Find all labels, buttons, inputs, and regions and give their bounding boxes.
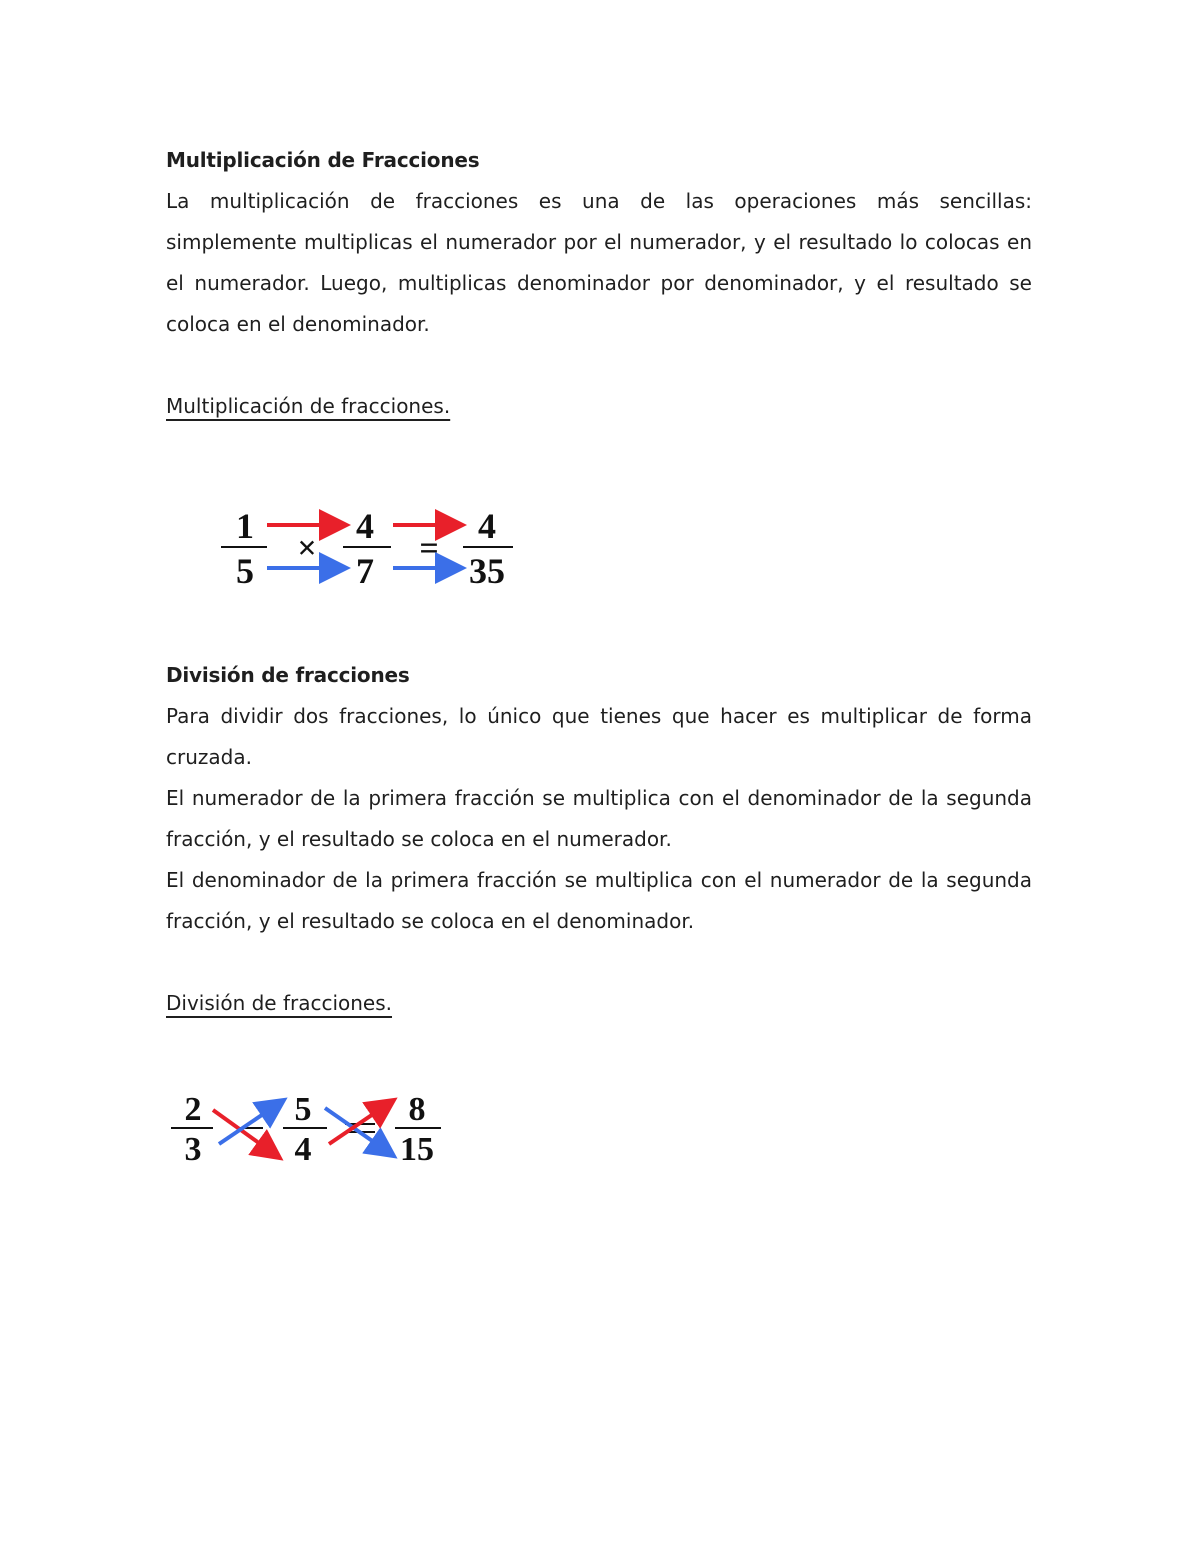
div-red-arrow-1 [213, 1110, 277, 1156]
div-frac2-numerator: 5 [294, 1091, 312, 1128]
equals-sign: = [419, 530, 439, 567]
frac2-denominator: 7 [356, 551, 374, 591]
frac2-numerator: 4 [356, 506, 374, 546]
div-frac1-numerator: 2 [184, 1091, 202, 1128]
division-figure [165, 1088, 455, 1168]
div-frac2-denominator: 4 [294, 1131, 312, 1168]
div-result-numerator: 8 [408, 1091, 426, 1128]
paragraph-line: El denominador de la primera fracción se multiplica con el numerador de la segunda [166, 868, 1032, 892]
paragraph-line: cruzada. [166, 745, 252, 769]
div-red-arrow-2 [329, 1102, 391, 1144]
paragraph-line: fracción, y el resultado se coloca en el numerador. [166, 827, 672, 851]
result-denominator: 35 [469, 551, 505, 591]
division-section [166, 655, 1032, 1024]
frac1-denominator: 5 [236, 551, 254, 591]
section-title-multiplication: Multiplicación de Fracciones [166, 148, 480, 172]
result-numerator: 4 [478, 506, 496, 546]
div-blue-arrow-2 [325, 1108, 391, 1154]
div-result-denominator: 15 [400, 1131, 434, 1168]
paragraph-line: el numerador. Luego, multiplicas denominador por denominador, y el resultado se [166, 271, 1032, 295]
paragraph-line: simplemente multiplicas el numerador por el numerador, y el resultado lo colocas en [166, 230, 1032, 254]
section-title-division: División de fracciones [166, 663, 410, 687]
paragraph-line: El numerador de la primera fracción se multiplica con el denominador de la segunda [166, 786, 1032, 810]
paragraph-line: fracción, y el resultado se coloca en el denominador. [166, 909, 695, 933]
paragraph-line: La multiplicación de fracciones es una de las operaciones más sencillas: [166, 189, 1032, 213]
figure-caption-multiplication: Multiplicación de fracciones. [166, 394, 451, 418]
frac1-numerator: 1 [236, 506, 254, 546]
times-operator: × [297, 530, 317, 567]
figure-caption-division: División de fracciones. [166, 991, 393, 1015]
document-page [166, 140, 1032, 427]
multiplication-figure [215, 505, 525, 595]
paragraph-line: coloca en el denominador. [166, 312, 430, 336]
div-frac1-denominator: 3 [184, 1131, 202, 1168]
paragraph-line: Para dividir dos fracciones, lo único que tienes que hacer es multiplicar de forma [166, 704, 1032, 728]
